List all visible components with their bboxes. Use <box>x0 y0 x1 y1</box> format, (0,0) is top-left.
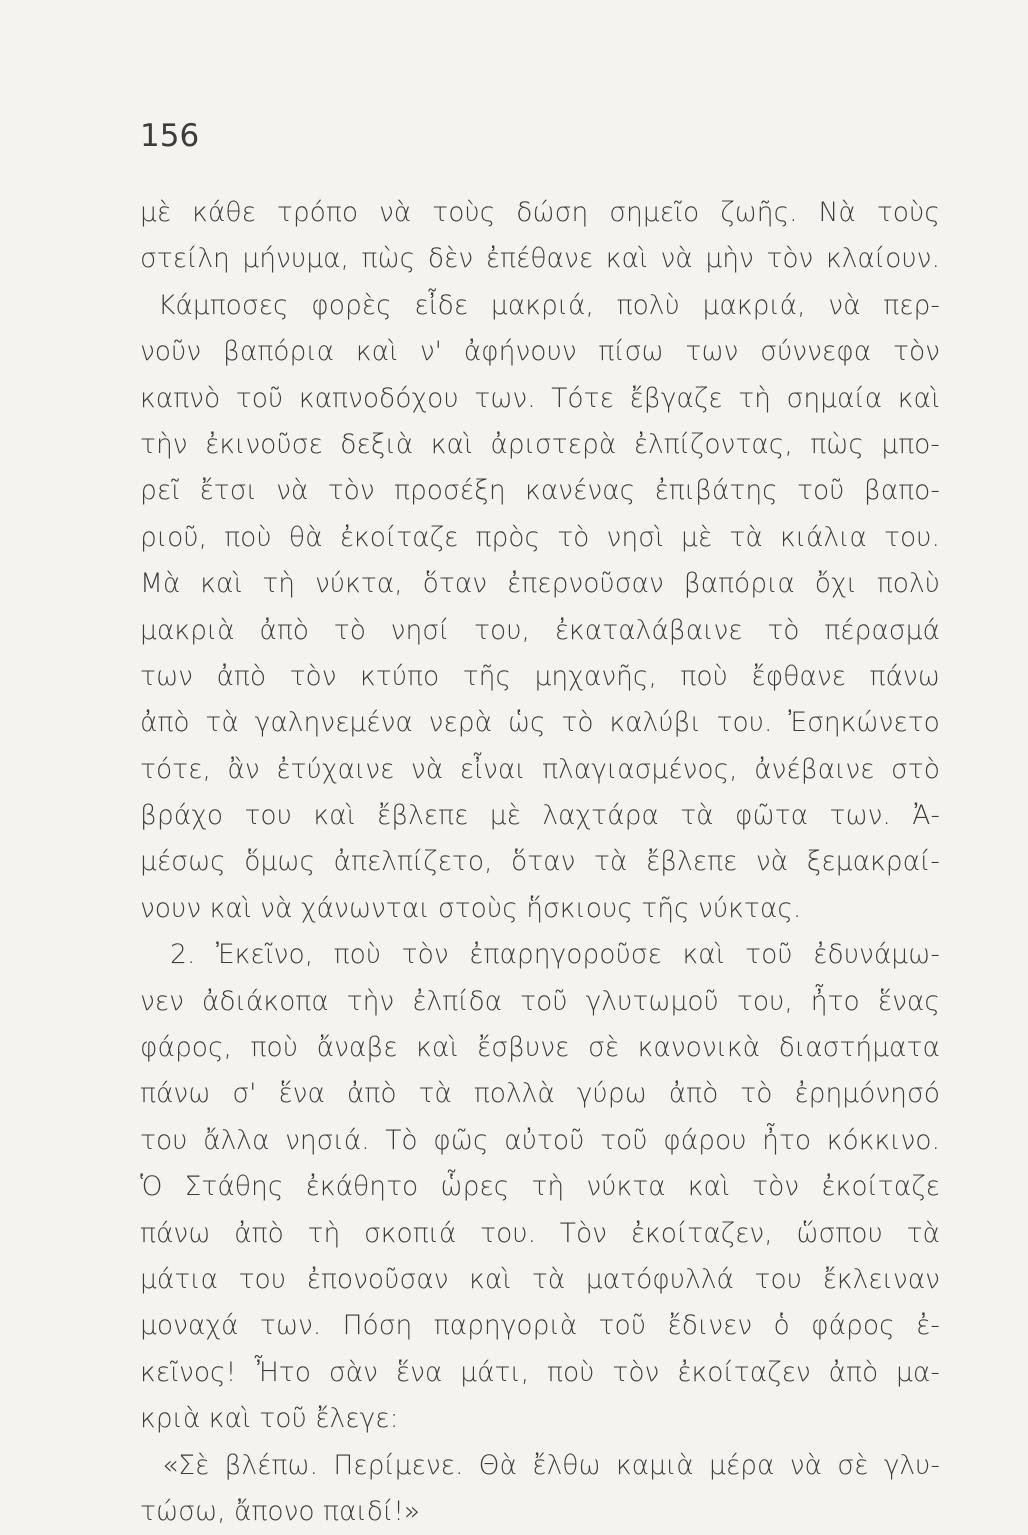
text-line: μὲ κάθε τρόπο νὰ τοὺς δώση σημεῖο ζωῆς. Νὰ τοὺς <box>140 197 940 228</box>
text-line: ρεῖ ἔτσι νὰ τὸν προσέξη κανένας ἐπιβάτης τοῦ βαπο- <box>140 475 940 507</box>
text-line: νουν καὶ νὰ χάνωνται στοὺς ἥσκιους τῆς νύκτας. <box>140 892 802 924</box>
text-line: του ἄλλα νησιά. Τὸ φῶς αὐτοῦ τοῦ φάρου ἦτο κόκκινο. <box>140 1124 940 1156</box>
text-line: μακριὰ ἀπὸ τὸ νησί του, ἐκαταλάβαινε τὸ πέρασμά <box>140 614 940 646</box>
text-line: βράχο του καὶ ἔβλεπε μὲ λαχτάρα τὰ φῶτα των. Ἀ- <box>140 800 940 832</box>
text-line: Ὁ Στάθης ἐκάθητο ὧρες τὴ νύκτα καὶ τὸν ἐκοίταζε <box>140 1171 940 1203</box>
text-line: ἀπὸ τὰ γαληνεμένα νερὰ ὡς τὸ καλύβι του. Ἐσηκώνετο <box>140 707 940 739</box>
text-line: 2. Ἐκεῖνο, ποὺ τὸν ἐπαρηγοροῦσε καὶ τοῦ ἐδυνάμω- <box>170 939 940 971</box>
text-line: Μὰ καὶ τὴ νύκτα, ὅταν ἐπερνοῦσαν βαπόρια ὄχι πολὺ <box>140 568 940 600</box>
text-line: κριὰ καὶ τοῦ ἔλεγε: <box>140 1403 399 1435</box>
text-line: πάνω ἀπὸ τὴ σκοπιά του. Τὸν ἐκοίταζεν, ὥσπου τὰ <box>140 1217 940 1249</box>
text-line: μοναχά των. Πόση παρηγοριὰ τοῦ ἔδινεν ὁ φάρος ἐ- <box>140 1310 940 1342</box>
text-line: νεν ἀδιάκοπα τὴν ἐλπίδα τοῦ γλυτωμοῦ του, ἦτο ἕνας <box>140 985 940 1017</box>
body-text <box>140 190 940 1535</box>
text-line: ριοῦ, ποὺ θὰ ἐκοίταζε πρὸς τὸ νησὶ μὲ τὰ κιάλια του. <box>140 521 940 553</box>
text-line: στείλη μήνυμα, πὼς δὲν ἐπέθανε καὶ νὰ μὴν τὸν κλαίουν. <box>140 243 940 275</box>
page-number: 156 <box>140 118 200 154</box>
text-line: Κάμποσες φορὲς εἶδε μακριά, πολὺ μακριά, νὰ περ- <box>158 289 940 321</box>
text-line: τὴν ἐκινοῦσε δεξιὰ καὶ ἀριστερὰ ἐλπίζοντας, πὼς μπο- <box>140 428 940 460</box>
text-line: νοῦν βαπόρια καὶ ν' ἀφήνουν πίσω των σύννεφα τὸν <box>140 336 940 368</box>
text-line: πάνω σ' ἕνα ἀπὸ τὰ πολλὰ γύρω ἀπὸ τὸ ἐρημόνησό <box>140 1078 940 1110</box>
text-line: μέσως ὅμως ἀπελπίζετο, ὅταν τὰ ἔβλεπε νὰ ξεμακραί- <box>140 846 940 878</box>
text-line: κεῖνος! Ἦτο σὰν ἕνα μάτι, ποὺ τὸν ἐκοίταζεν ἀπὸ μα- <box>140 1356 940 1388</box>
text-line: τότε, ἂν ἐτύχαινε νὰ εἶναι πλαγιασμένος, ἀνέβαινε στὸ <box>140 753 940 785</box>
text-line: καπνὸ τοῦ καπνοδόχου των. Τότε ἔβγαζε τὴ σημαία καὶ <box>140 382 940 414</box>
text-line: φάρος, ποὺ ἄναβε καὶ ἔσβυνε σὲ κανονικὰ διαστήματα <box>140 1032 940 1064</box>
text-line: τώσω, ἄπονο παιδί!» <box>140 1495 421 1527</box>
text-line: μάτια του ἐπονοῦσαν καὶ τὰ ματόφυλλά του ἔκλειναν <box>140 1263 940 1295</box>
text-line: των ἀπὸ τὸν κτύπο τῆς μηχανῆς, ποὺ ἔφθανε πάνω <box>140 660 940 692</box>
text-line: «Σὲ βλέπω. Περίμενε. Θὰ ἔλθω καμιὰ μέρα νὰ σὲ γλυ- <box>162 1449 940 1481</box>
